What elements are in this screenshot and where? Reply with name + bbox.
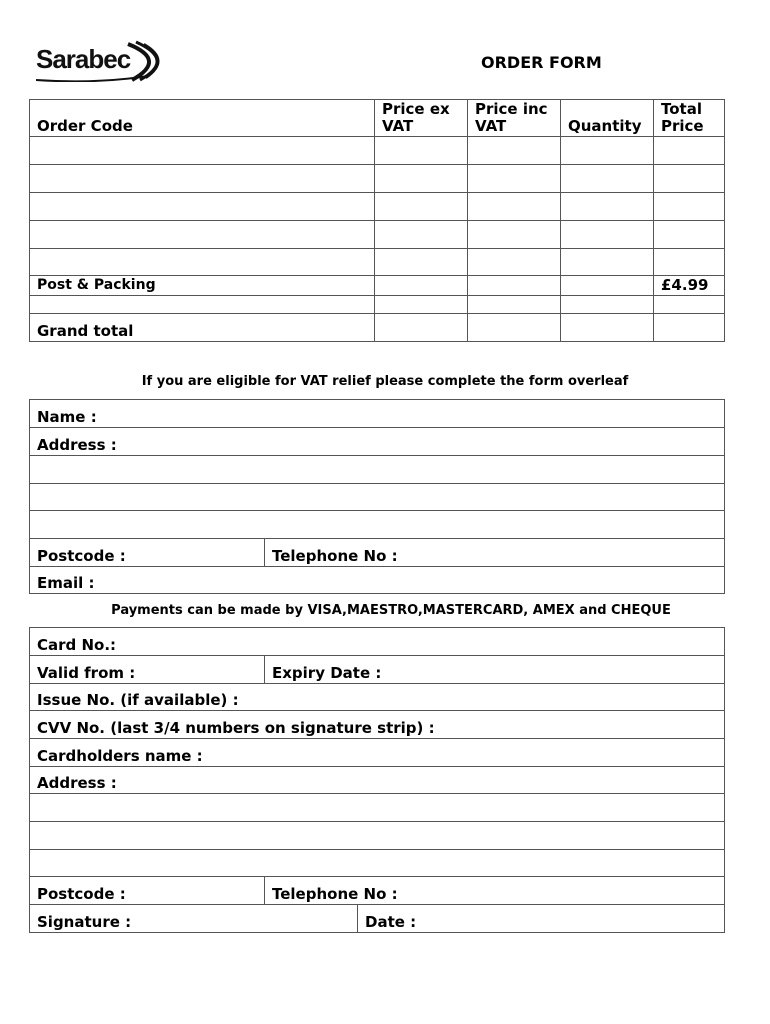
price-inc-vat-cell[interactable]: [468, 221, 561, 249]
order-code-cell[interactable]: [30, 165, 375, 193]
price-inc-vat-cell[interactable]: [468, 296, 561, 314]
price-ex-vat-cell[interactable]: [375, 193, 468, 221]
cvv-field[interactable]: CVV No. (last 3/4 numbers on signature strip) :: [30, 711, 725, 739]
logo-swoosh-icon: [36, 40, 166, 82]
price-ex-vat-cell[interactable]: [375, 165, 468, 193]
price-inc-vat-cell[interactable]: [468, 137, 561, 165]
customer-details-table: [29, 399, 725, 594]
payment-methods-note: Payments can be made by VISA,MAESTRO,MASTERCARD, AMEX and CHEQUE: [111, 603, 671, 618]
grand-total-label: Grand total: [30, 314, 375, 342]
price-inc-vat-cell[interactable]: [468, 193, 561, 221]
grand-total-value[interactable]: [654, 314, 725, 342]
quantity-cell[interactable]: [561, 165, 654, 193]
card-address-line-field[interactable]: [30, 850, 725, 877]
col-header-total-price: Total Price: [654, 100, 725, 137]
post-packing-total: £4.99: [654, 276, 725, 296]
table-row: [30, 165, 725, 193]
order-code-cell[interactable]: [30, 221, 375, 249]
signature-field[interactable]: Signature :: [30, 905, 358, 933]
total-price-cell[interactable]: [654, 165, 725, 193]
expiry-date-field[interactable]: Expiry Date :: [265, 656, 725, 684]
total-price-cell[interactable]: [654, 249, 725, 276]
price-ex-vat-cell[interactable]: [375, 276, 468, 296]
card-address-field[interactable]: Address :: [30, 767, 725, 794]
card-number-field[interactable]: Card No.:: [30, 628, 725, 656]
price-inc-vat-cell[interactable]: [468, 276, 561, 296]
sarabec-logo: [36, 40, 166, 82]
price-ex-vat-cell[interactable]: [375, 221, 468, 249]
quantity-cell[interactable]: [561, 276, 654, 296]
quantity-cell[interactable]: [561, 193, 654, 221]
order-code-cell[interactable]: [30, 296, 375, 314]
postcode-field[interactable]: Postcode :: [30, 539, 265, 567]
order-code-cell[interactable]: [30, 249, 375, 276]
quantity-cell[interactable]: [561, 249, 654, 276]
table-row: [30, 137, 725, 165]
total-price-cell[interactable]: [654, 137, 725, 165]
address-line-field[interactable]: [30, 456, 725, 484]
price-inc-vat-cell[interactable]: [468, 249, 561, 276]
card-postcode-field[interactable]: Postcode :: [30, 877, 265, 905]
address-line-field[interactable]: [30, 484, 725, 511]
col-header-order-code: Order Code: [30, 100, 375, 137]
table-row: [30, 221, 725, 249]
payment-details-table: [29, 627, 725, 933]
order-code-cell[interactable]: [30, 137, 375, 165]
post-packing-row: [30, 276, 725, 296]
card-address-line-field[interactable]: [30, 822, 725, 850]
col-header-quantity: Quantity: [561, 100, 654, 137]
email-field[interactable]: Email :: [30, 567, 725, 594]
date-field[interactable]: Date :: [358, 905, 725, 933]
order-table-header-row: [30, 100, 725, 137]
vat-relief-note: If you are eligible for VAT relief please complete the form overleaf: [141, 374, 629, 389]
price-ex-vat-cell[interactable]: [375, 296, 468, 314]
table-row: [30, 296, 725, 314]
total-price-cell[interactable]: [654, 193, 725, 221]
order-table: [29, 99, 725, 342]
issue-number-field[interactable]: Issue No. (if available) :: [30, 684, 725, 711]
address-line-field[interactable]: [30, 511, 725, 539]
col-header-price-ex-vat: Price ex VAT: [375, 100, 468, 137]
cardholder-name-field[interactable]: Cardholders name :: [30, 739, 725, 767]
post-packing-label: Post & Packing: [30, 276, 375, 296]
name-field[interactable]: Name :: [30, 400, 725, 428]
quantity-cell[interactable]: [561, 314, 654, 342]
price-ex-vat-cell[interactable]: [375, 314, 468, 342]
total-price-cell[interactable]: [654, 221, 725, 249]
price-inc-vat-cell[interactable]: [468, 165, 561, 193]
price-ex-vat-cell[interactable]: [375, 137, 468, 165]
quantity-cell[interactable]: [561, 221, 654, 249]
page-title: ORDER FORM: [481, 53, 602, 72]
quantity-cell[interactable]: [561, 137, 654, 165]
price-inc-vat-cell[interactable]: [468, 314, 561, 342]
table-row: [30, 193, 725, 221]
telephone-field[interactable]: Telephone No :: [265, 539, 725, 567]
total-price-cell[interactable]: [654, 296, 725, 314]
price-ex-vat-cell[interactable]: [375, 249, 468, 276]
order-code-cell[interactable]: [30, 193, 375, 221]
valid-from-field[interactable]: Valid from :: [30, 656, 265, 684]
address-field[interactable]: Address :: [30, 428, 725, 456]
grand-total-row: [30, 314, 725, 342]
card-telephone-field[interactable]: Telephone No :: [265, 877, 725, 905]
brand-name: Sarabec: [36, 44, 131, 74]
table-row: [30, 249, 725, 276]
card-address-line-field[interactable]: [30, 794, 725, 822]
col-header-price-inc-vat: Price inc VAT: [468, 100, 561, 137]
quantity-cell[interactable]: [561, 296, 654, 314]
